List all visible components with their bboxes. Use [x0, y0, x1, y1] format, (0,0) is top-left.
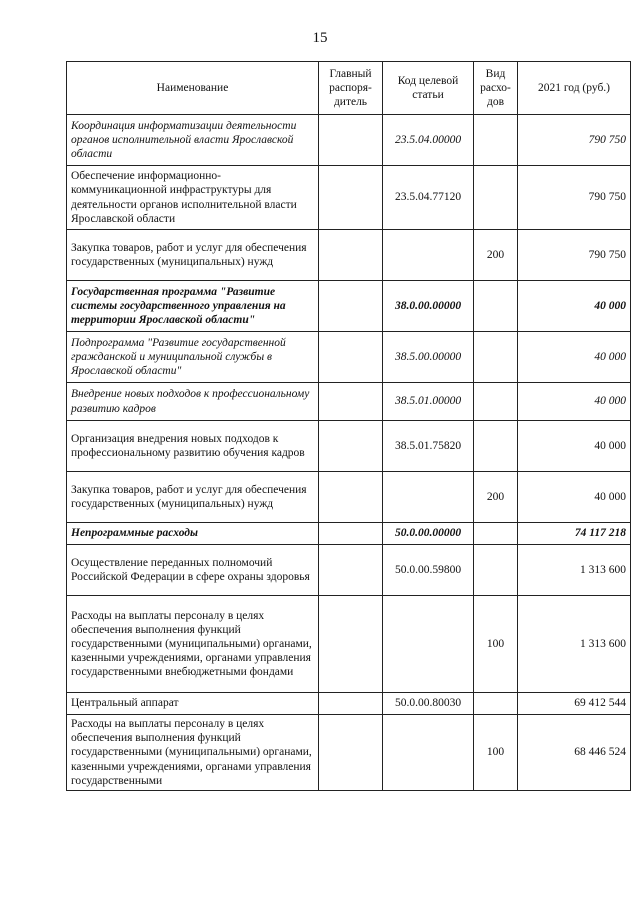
cell-code [383, 715, 474, 791]
cell-code [383, 472, 474, 523]
cell-glav [319, 596, 383, 693]
cell-name: Расходы на выплаты персоналу в целях обеспечения выполнения функций государственными (муниципальными) органами, казенными учреждениями, органами управления государственными внебюджетными фондами [67, 596, 319, 693]
cell-sum: 40 000 [518, 421, 631, 472]
cell-sum: 790 750 [518, 166, 631, 230]
cell-code: 38.5.01.00000 [383, 383, 474, 421]
cell-glav [319, 332, 383, 383]
cell-name: Непрограммные расходы [67, 523, 319, 545]
cell-glav [319, 421, 383, 472]
table-row [67, 281, 631, 332]
cell-name: Обеспечение информационно-коммуникационной инфраструктуры для деятельности органов исполнительной власти Ярославской области [67, 166, 319, 230]
cell-name: Закупка товаров, работ и услуг для обеспечения государственных (муниципальных) нужд [67, 472, 319, 523]
cell-vid [474, 166, 518, 230]
table-row [67, 230, 631, 281]
table-row [67, 545, 631, 596]
table-row [67, 523, 631, 545]
cell-glav [319, 693, 383, 715]
cell-code [383, 230, 474, 281]
cell-vid [474, 421, 518, 472]
cell-code: 50.0.00.59800 [383, 545, 474, 596]
cell-sum: 1 313 600 [518, 596, 631, 693]
cell-sum: 790 750 [518, 230, 631, 281]
cell-name: Закупка товаров, работ и услуг для обеспечения государственных (муниципальных) нужд [67, 230, 319, 281]
cell-name: Координация информатизации деятельности органов исполнительной власти Ярославской области [67, 115, 319, 166]
cell-sum: 40 000 [518, 332, 631, 383]
header-glav: Главный распоря-дитель [319, 62, 383, 115]
table-row [67, 472, 631, 523]
cell-sum: 40 000 [518, 281, 631, 332]
cell-glav [319, 545, 383, 596]
cell-name: Осуществление переданных полномочий Российской Федерации в сфере охраны здоровья [67, 545, 319, 596]
cell-code: 23.5.04.77120 [383, 166, 474, 230]
cell-glav [319, 166, 383, 230]
cell-name: Центральный аппарат [67, 693, 319, 715]
cell-glav [319, 115, 383, 166]
table-row [67, 115, 631, 166]
cell-code: 50.0.00.00000 [383, 523, 474, 545]
budget-table [66, 61, 631, 791]
cell-code: 38.5.01.75820 [383, 421, 474, 472]
cell-vid [474, 693, 518, 715]
cell-vid [474, 332, 518, 383]
cell-glav [319, 230, 383, 281]
cell-sum: 790 750 [518, 115, 631, 166]
table-header-row [67, 62, 631, 115]
page-number: 15 [312, 30, 328, 46]
cell-glav [319, 715, 383, 791]
table-row [67, 332, 631, 383]
cell-sum: 74 117 218 [518, 523, 631, 545]
table-row [67, 596, 631, 693]
cell-name: Организация внедрения новых подходов к профессиональному развитию обучения кадров [67, 421, 319, 472]
header-vid: Вид расхо-дов [474, 62, 518, 115]
cell-code: 38.5.00.00000 [383, 332, 474, 383]
header-code: Код целевой статьи [383, 62, 474, 115]
cell-glav [319, 383, 383, 421]
cell-sum: 40 000 [518, 383, 631, 421]
cell-sum: 69 412 544 [518, 693, 631, 715]
cell-sum: 68 446 524 [518, 715, 631, 791]
cell-vid: 100 [474, 715, 518, 791]
cell-vid: 200 [474, 230, 518, 281]
cell-vid [474, 545, 518, 596]
cell-vid: 200 [474, 472, 518, 523]
cell-vid [474, 115, 518, 166]
cell-glav [319, 472, 383, 523]
cell-glav [319, 523, 383, 545]
cell-name: Расходы на выплаты персоналу в целях обеспечения выполнения функций государственными (муниципальными) органами, казенными учреждениями, органами управления государственными [67, 715, 319, 791]
cell-sum: 1 313 600 [518, 545, 631, 596]
table-row [67, 715, 631, 791]
cell-sum: 40 000 [518, 472, 631, 523]
cell-vid: 100 [474, 596, 518, 693]
cell-vid [474, 281, 518, 332]
table-row [67, 383, 631, 421]
table-row [67, 421, 631, 472]
cell-vid [474, 383, 518, 421]
table-row [67, 693, 631, 715]
cell-code: 50.0.00.80030 [383, 693, 474, 715]
header-name: Наименование [67, 62, 319, 115]
cell-glav [319, 281, 383, 332]
cell-code: 38.0.00.00000 [383, 281, 474, 332]
cell-name: Подпрограмма "Развитие государственной гражданской и муниципальной службы в Ярославской области" [67, 332, 319, 383]
cell-code [383, 596, 474, 693]
header-sum: 2021 год (руб.) [518, 62, 631, 115]
cell-name: Государственная программа "Развитие системы государственного управления на территории Ярославской области" [67, 281, 319, 332]
cell-name: Внедрение новых подходов к профессиональному развитию кадров [67, 383, 319, 421]
cell-code: 23.5.04.00000 [383, 115, 474, 166]
table-row [67, 166, 631, 230]
cell-vid [474, 523, 518, 545]
